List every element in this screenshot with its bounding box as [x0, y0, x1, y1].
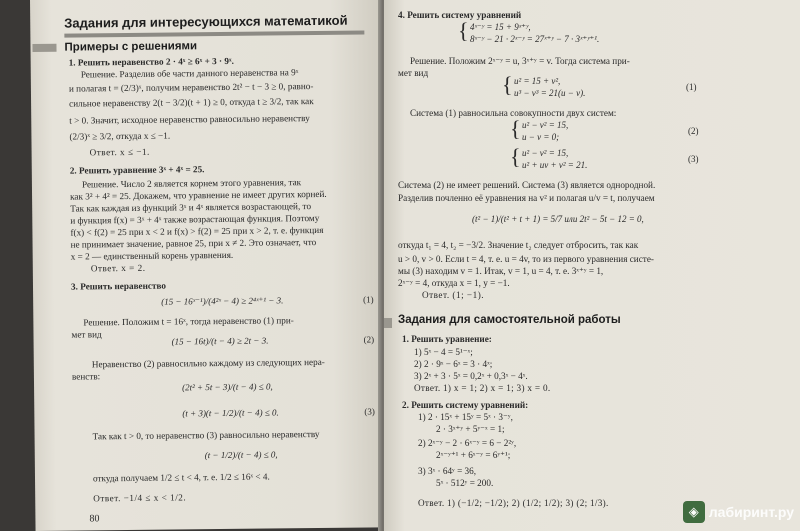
- text-line: мы (3) находим v = 1. Итак, v = 1, u = 4, т. е. 3ˣ⁺ʸ = 1,: [398, 266, 604, 276]
- task-2: 2. Решить систему уравнений:: [402, 400, 529, 410]
- text-line: Система (1) равносильна совокупности двух систем:: [410, 108, 617, 118]
- ratio-equation: (t² − 1)/(t² + t + 1) = 5/7 или 2t² − 5t − 12 = 0,: [472, 214, 644, 224]
- system4-line-2: 8ˣ⁻ʸ − 21 · 2ˣ⁻ʸ = 27ˣ⁺ʸ − 7 · 3ˣ⁺ʸ⁺¹.: [470, 34, 600, 44]
- page-number: 80: [89, 513, 100, 525]
- task-item: 1) 5ˣ − 4 = 5¹⁻ˣ;: [414, 347, 473, 357]
- eq-number: (3): [688, 154, 699, 164]
- answer-1: Ответ. x ≤ −1.: [89, 146, 150, 158]
- text-line: f(x) < f(2) = 25 при x < 2 и f(x) > f(2) = 25 при x > 2, т. е. функция: [70, 224, 324, 238]
- text-line: не принимает значение, равное 25, при x ≠ 2. Это означает, что: [70, 237, 317, 250]
- eq-number: (2): [688, 126, 699, 136]
- text-line: Система (2) не имеет решений. Система (3) является однородной.: [398, 180, 656, 190]
- task-item: 2) 2ˣ⁻ʸ − 2 · 6ˣ⁻ʸ = 6 − 2²ʸ,: [418, 438, 517, 448]
- system3-line-2: u² + uv + v² = 21.: [522, 160, 588, 170]
- left-page: [30, 0, 388, 531]
- formula-5: (t − 1/2)/(t − 4) ≤ 0,: [204, 449, 278, 461]
- text-line: венств:: [71, 371, 101, 382]
- task-item: 3) 2ˣ + 3 · 5ˣ = 0,2ˣ + 0,3ˣ − 4ˣ.: [414, 371, 528, 381]
- system3-line-1: u² − v² = 15,: [522, 148, 569, 158]
- answer-4: Ответ. (1; −1).: [422, 290, 485, 300]
- labirint-logo-icon: ◈: [683, 501, 705, 523]
- eq-number: (1): [686, 82, 697, 92]
- system-brace: {: [510, 116, 521, 141]
- task-item: 1) 2 · 15ˣ + 15ʸ = 5ˣ · 3⁻ʸ,: [418, 412, 513, 422]
- system-brace: {: [502, 72, 513, 97]
- eq-number: (1): [363, 294, 374, 305]
- task-item: 3) 3ˣ · 64ʸ = 36,: [418, 466, 477, 476]
- text-line: и полагая t = (2/3)ˣ, получим неравенство 2t² − t − 3 ≥ 0, равно-: [68, 81, 314, 94]
- system4-line-1: 4ˣ⁻ʸ = 15 + 9ˣ⁺ʸ,: [470, 22, 531, 32]
- title-rule: [64, 31, 364, 38]
- task-item: 2 · 3ˣ⁺ʸ + 5ʸ⁻ˣ = 1;: [436, 424, 505, 434]
- section-heading: Примеры с решениями: [64, 40, 198, 54]
- problem-1: 1. Решить неравенство 2 · 4ˣ ≥ 6ˣ + 3 · 9ˣ.: [68, 55, 234, 68]
- answer-3: Ответ. −1/4 ≤ x < 1/2.: [93, 492, 187, 504]
- system1-line-1: u² = 15 + v²,: [514, 76, 561, 86]
- section-marker: [384, 318, 392, 328]
- section-marker: [32, 44, 56, 52]
- eq-number: (3): [364, 406, 375, 417]
- text-line: Решение. Разделив обе части данного неравенства на 9ˣ: [80, 67, 299, 80]
- right-page: [384, 0, 800, 531]
- problem-4: 4. Решить систему уравнений: [398, 10, 522, 20]
- task-answer: Ответ. 1) (−1/2; −1/2); 2) (1/2; 1/2); 3) (2; 1/3).: [418, 498, 609, 508]
- section-heading: Задания для самостоятельной работы: [398, 314, 621, 326]
- text-line: откуда t₁ = 4, t₂ = −3/2. Значение t₂ следует отбросить, так как: [398, 240, 639, 250]
- formula-1: (15 − 16ˣ⁻¹)/(4²ˣ − 4) ≥ 2⁴ˣ⁺¹ − 3.: [161, 295, 284, 307]
- watermark: [683, 501, 794, 523]
- text-line: Разделив почленно её уравнения на v² и полагая u/v = t, получаем: [398, 193, 655, 203]
- text-line: Неравенство (2) равносильно каждому из следующих нера-: [91, 356, 325, 370]
- eq-number: (2): [363, 334, 375, 345]
- system2-line-2: u − v = 0;: [522, 132, 560, 142]
- text-line: Решение. Положим 2ˣ⁻ʸ = u, 3ˣ⁺ʸ = v. Тогда система при-: [410, 56, 630, 66]
- text-line: x = 2 — единственный корень уравнения.: [70, 249, 234, 262]
- text-line: (2/3)ˣ ≥ 3/2, откуда x ≤ −1.: [69, 130, 171, 142]
- problem-3: 3. Решить неравенство: [70, 280, 167, 292]
- text-line: сильное неравенству 2(t − 3/2)(t + 1) ≥ 0, откуда t ≥ 3/2, так как: [69, 96, 314, 109]
- system1-line-2: u³ − v³ = 21(u − v).: [514, 88, 586, 98]
- text-line: откуда получаем 1/2 ≤ t < 4, т. е. 1/2 ≤ 16ˣ < 4.: [92, 471, 270, 484]
- problem-2: 2. Решить уравнение 3ˣ + 4ˣ = 25.: [69, 164, 205, 176]
- task-1: 1. Решить уравнение:: [402, 334, 492, 344]
- text-line: t > 0. Значит, исходное неравенство равносильно неравенству: [69, 113, 310, 126]
- text-line: мет вид: [71, 329, 102, 340]
- formula-3: (2t² + 5t − 3)/(t − 4) ≤ 0,: [182, 381, 273, 393]
- formula-2: (15 − 16t)/(t − 4) ≥ 2t − 3.: [171, 335, 269, 347]
- system-brace: {: [510, 144, 521, 169]
- text-line: как 3² + 4² = 25. Докажем, что уравнение не имеет других корней.: [70, 188, 327, 202]
- text-line: 2ˣ⁻ʸ = 4, откуда x = 1, y = −1.: [398, 278, 510, 288]
- task-answer: Ответ. 1) x = 1; 2) x = 1; 3) x = 0.: [414, 383, 551, 393]
- formula-4: (t + 3)(t − 1/2)/(t − 4) ≤ 0.: [182, 407, 279, 419]
- system-brace: {: [458, 18, 469, 43]
- watermark-text: лабиринт.ру: [708, 504, 794, 520]
- text-line: Решение. Число 2 является корнем этого уравнения, так: [81, 177, 302, 190]
- text-line: Так как каждая из функций 3ˣ и 4ˣ является возрастающей, то: [70, 201, 312, 214]
- answer-2: Ответ. x = 2.: [90, 262, 146, 274]
- system2-line-1: u² − v² = 15,: [522, 120, 569, 130]
- text-line: мет вид: [398, 68, 429, 78]
- text-line: и функция f(x) = 3ˣ + 4ˣ также возрастающая функция. Поэтому: [70, 212, 320, 226]
- task-item: 2) 2 · 9ˣ − 6ˣ = 3 · 4ˣ;: [414, 359, 493, 369]
- task-item: 5ˣ · 512ʸ = 200.: [436, 478, 494, 488]
- page-title: Задания для интересующихся математикой: [64, 12, 348, 31]
- text-line: Решение. Положим t = 16ˣ, тогда неравенство (1) при-: [83, 315, 294, 328]
- text-line: u > 0, v > 0. Если t = 4, т. е. u = 4v, то из первого уравнения систе-: [398, 254, 654, 264]
- task-item: 2ˣ⁻ʸ⁺¹ + 6ˣ⁻ʸ = 6ʸ⁺¹;: [436, 450, 511, 460]
- text-line: Так как t > 0, то неравенство (3) равносильно неравенству: [92, 428, 320, 442]
